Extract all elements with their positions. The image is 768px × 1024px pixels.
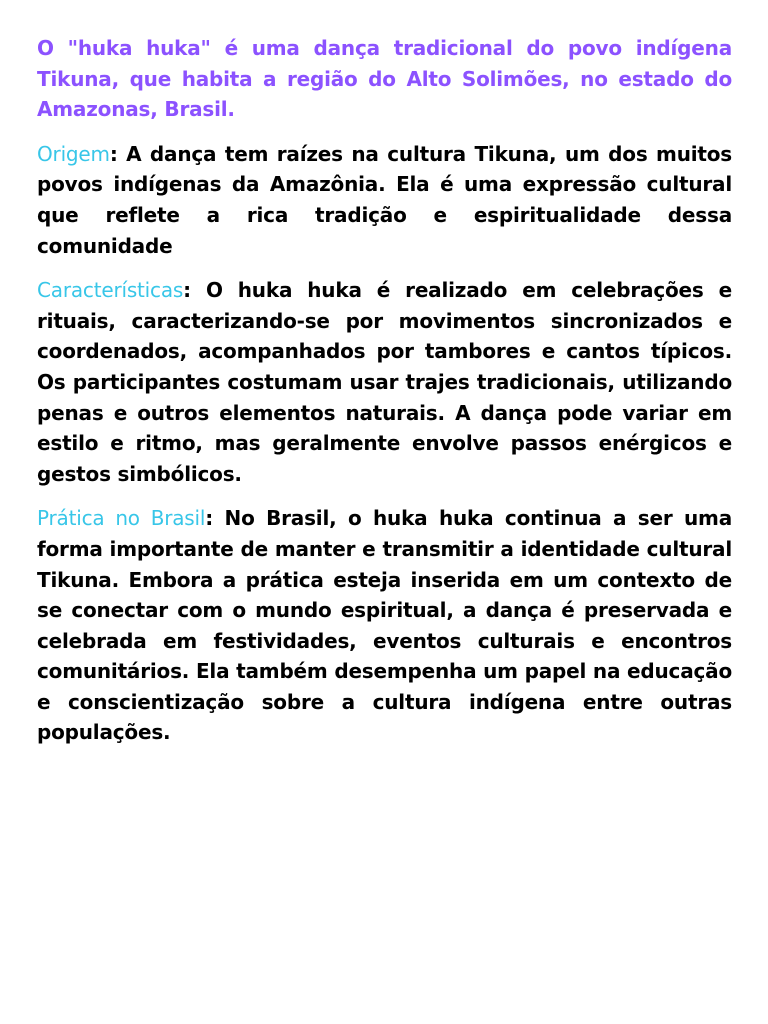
section-caracteristicas [37, 275, 732, 489]
section-body-origem: : A dança tem raízes na cultura Tikuna, um dos muitos povos indígenas da Amazônia. Ela é uma expressão cultural que reflete a rica tradição e espiritualidade dessa comunidade [37, 141, 732, 258]
section-origem [37, 139, 732, 261]
intro-paragraph: O "huka huka" é uma dança tradicional do povo indígena Tikuna, que habita a região do Alto Solimões, no estado do Amazonas, Brasil. [37, 36, 732, 122]
section-body-pratica-no-brasil: : No Brasil, o huka huka continua a ser uma forma importante de manter e transmitir a identidade cultural Tikuna. Embora a prática esteja inserida em um contexto de se conectar com o mundo espiritual, a dança é preservada e celebrada em festividades, eventos culturais e encontros comunitários. Ela também desempenha um papel na educação e conscientização sobre a cultura indígena entre outras populações. [37, 506, 732, 745]
section-term-pratica-no-brasil: Prática no Brasil [37, 506, 206, 531]
section-body-caracteristicas: : O huka huka é realizado em celebrações e rituais, caracterizando-se por movimentos sincronizados e coordenados, acompanhados por tambores e cantos típicos. Os participantes costumam usar trajes tradicionais, utilizando penas e outros elementos naturais. A dança pode variar em estilo e ritmo, mas geralmente envolve passos enérgicos e gestos simbólicos. [37, 278, 732, 486]
section-term-origem: Origem [37, 141, 110, 166]
document-page [37, 33, 732, 762]
section-term-caracteristicas: Características [37, 278, 184, 303]
section-pratica-no-brasil [37, 503, 732, 748]
